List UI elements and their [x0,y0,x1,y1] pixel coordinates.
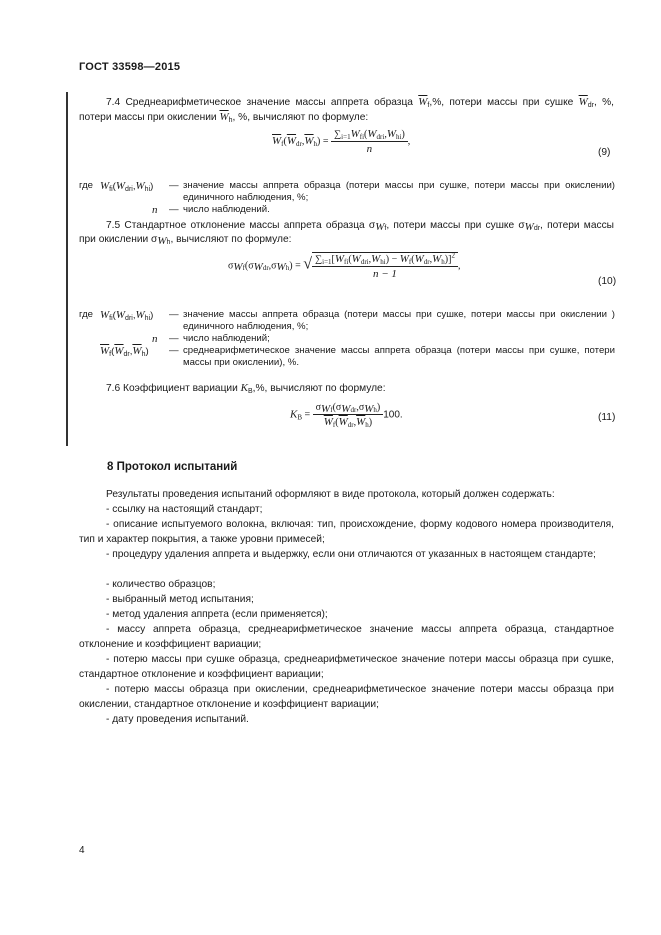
page-number: 4 [79,845,85,856]
where-label: где [79,180,94,191]
formula-11: $K_B$ = $\frac{\sigma_{Wf}(\sigma_{Wdr},\sigma_{Wh})}{\overline{W}_f(\overline{W}_{dr},\overline{W}_h)}$ 100. [290,402,403,429]
list-item: - потерю массы при сушке образца, среднеарифметическое значение потери массы образца при сушке, стандартное отклонение и коэффициент вариации; [79,654,614,680]
where-symbol-wfi: $W_{fi}(W_{dri},W_{hi})$ [100,180,154,193]
where-definition-2: число наблюдений. [183,204,270,215]
clause-7-6-text: 7.6 Коэффициент вариации $K_B,\%$, вычисляют по формуле: [106,382,386,395]
list-item: - описание испытуемого волокна, включая: тип, происхождение, форму кодового номера производителя, тип и характер покрытия, а также уровни примесей; [79,519,614,545]
formula-9: $\overline{W}_f(\overline{W}_{dr},\overline{W}_h)$ = $\frac{\sum_{i=1}W_{fi}(W_{dri},W_{hi})}{n}$ , [272,128,411,155]
list-item: - ссылку на настоящий стандарт; [106,504,263,515]
list-item: - потерю массы образца при окислении, среднеарифметическое значение потери массы образца при окислении, стандартное отклонение и коэффициент вариации; [79,684,614,710]
equation-number-11: (11) [598,412,616,423]
where-definition-1: значение массы аппрета образца (потери массы при сушке, потери массы при окислении) единичного наблюдения, %; [183,180,615,203]
dash: — [169,345,179,356]
list-item: - процедуру удаления аппрета и выдержку, если они отличаются от указанных в настоящем стандарте; [106,549,596,560]
section-8-intro: Результаты проведения испытаний оформляют в виде протокола, который должен содержать: [106,489,555,500]
list-item: - количество образцов; [106,579,216,590]
dash: — [169,180,179,191]
section-8-title: 8 Протокол испытаний [107,461,238,473]
list-item: - дату проведения испытаний. [106,714,249,725]
list-item: - выбранный метод испытания; [106,594,254,605]
equation-number-9: (9) [598,147,611,158]
change-marker-bar [66,92,68,446]
dash: — [169,333,179,344]
where-definition-2: число наблюдений; [183,333,270,344]
document-code: ГОСТ 33598—2015 [79,61,181,73]
formula-10: $\sigma_{Wf}(\sigma_{Wdr},\sigma_{Wh})$ = √ $\frac{\sum_{i=1}[W_{fi}(W_{dri},W_{hi}) - \overline{W}_f(\overline{W}_{dr},\overline{W}_h)]^2}{n - 1}$ , [228,251,461,280]
where-label: где [79,309,94,320]
dash: — [169,204,179,215]
equation-number-10: (10) [598,276,617,287]
where-symbol-n: n [152,204,158,216]
dash: — [169,309,179,320]
where-symbol-wfi: $W_{fi}(W_{dri},W_{hi})$ [100,309,154,322]
where-symbol-n: n [152,333,158,345]
where-definition-1: значение массы аппрета образца (потери массы при сушке, потери массы при окислении ) единичного наблюдения, %; [183,309,615,332]
where-definition-3: среднеарифметическое значение массы аппрета образца (потери массы при сушке, потери массы при окислении), %. [183,345,615,368]
clause-7-4-text: 7.4 Среднеарифметическое значение массы аппрета образца $\overline{W}_f,\%$, потери массы при сушке $\overline{W}_{dr}$, %, потери массы при окислении $\overline{W}_h$, %, вычисляют по формуле: [79,96,614,124]
list-item: - метод удаления аппрета (если применяется); [106,609,328,620]
list-item: - массу аппрета образца, среднеарифметическое значение массы аппрета образца, стандартное отклонение и коэффициент вариации; [79,624,614,650]
where-symbol-wbar: $\overline{W}_f(\overline{W}_{dr},\overline{W}_h)$ [100,345,149,358]
clause-7-5-text: 7.5 Стандартное отклонение массы аппрета образца $\sigma_{Wf}$, потери массы при сушке $\sigma_{Wdr}$, потери массы при окислении $\sigma_{Wh}$, вычисляют по формуле: [79,220,614,247]
